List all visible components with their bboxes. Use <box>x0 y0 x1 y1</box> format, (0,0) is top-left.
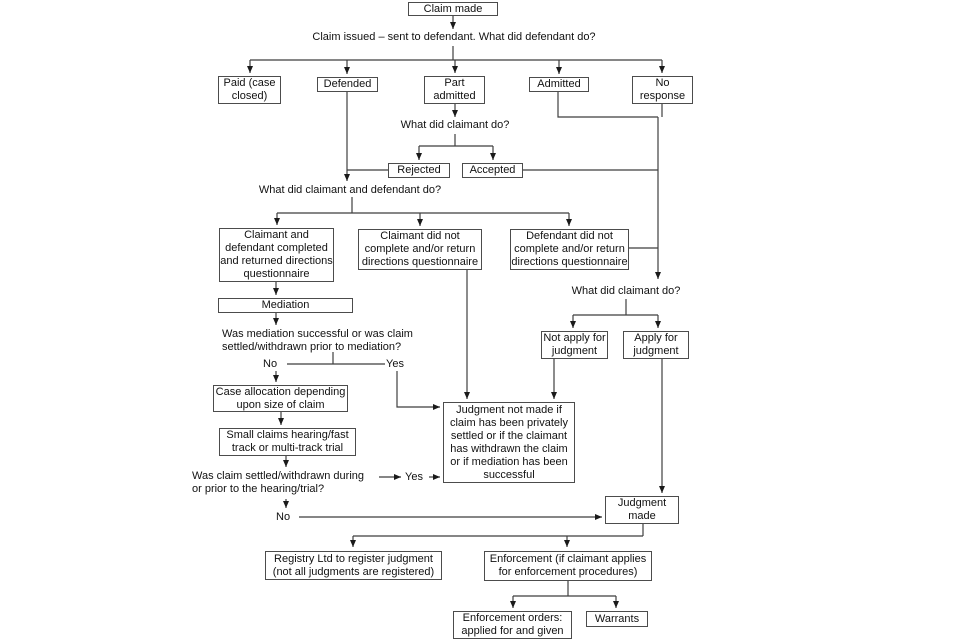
node-defended: Defended <box>317 77 378 92</box>
node-line: response <box>639 90 686 102</box>
label-line: Was mediation successful or was claim <box>222 328 413 340</box>
node-mediation: Mediation <box>218 298 353 313</box>
node-warrants: Warrants <box>586 611 648 627</box>
node-line: made <box>628 510 656 522</box>
node-line: Apply for <box>634 332 678 344</box>
node-line: Registry Ltd to register judgment <box>274 552 433 565</box>
node-paid-case-closed <box>218 76 281 104</box>
node-line: defendant completed <box>225 242 328 254</box>
node-part-admitted <box>424 76 485 104</box>
node-line: complete and/or return <box>364 243 476 255</box>
node-line: Enforcement orders: <box>462 612 563 624</box>
label-claim-issued: Claim issued – sent to defendant. What did defendant do? <box>312 31 596 43</box>
node-claim-made: Claim made <box>408 2 498 16</box>
label-yes-mediation: Yes <box>386 358 404 370</box>
node-line: Paid (case <box>223 77 276 89</box>
label-what-did-claimant-do-1: What did claimant do? <box>400 119 510 131</box>
node-line: claim has been privately <box>449 416 568 429</box>
node-line: Claimant and <box>244 229 309 241</box>
node-enforcement <box>484 551 652 581</box>
label-mediation-question <box>222 328 413 354</box>
node-judgment-made <box>605 496 679 524</box>
label-what-did-claimant-do-2: What did claimant do? <box>571 285 681 297</box>
node-line: Judgment not made if <box>456 403 562 416</box>
node-line: for enforcement procedures) <box>498 566 638 578</box>
node-line: Part <box>444 77 465 89</box>
node-line: directions questionnaire <box>511 256 628 268</box>
label-trial-question <box>192 470 364 496</box>
node-line: has withdrawn the claim <box>450 442 568 455</box>
node-line: applied for and given <box>461 625 564 637</box>
node-line: Defendant did not <box>526 230 613 242</box>
node-line: complete and/or return <box>514 243 625 255</box>
node-defendant-not-complete-questionnaire <box>510 229 629 270</box>
node-line: Claimant did not <box>380 230 460 242</box>
node-apply-judgment <box>623 331 689 359</box>
label-line: Was claim settled/withdrawn during <box>192 470 364 482</box>
node-enforcement-orders <box>453 611 572 639</box>
node-line: and returned directions <box>220 255 333 267</box>
node-rejected: Rejected <box>388 163 450 178</box>
node-registry <box>265 551 442 580</box>
node-line: (not all judgments are registered) <box>272 565 435 578</box>
node-case-allocation <box>213 385 348 412</box>
node-no-response <box>632 76 693 104</box>
node-line: questionnaire <box>243 268 310 280</box>
label-yes-trial: Yes <box>405 471 423 483</box>
node-line: Enforcement (if claimant applies <box>489 553 647 565</box>
node-line: No <box>655 77 670 89</box>
node-accepted: Accepted <box>462 163 523 178</box>
label-what-did-claimant-and-defendant-do: What did claimant and defendant do? <box>258 184 442 196</box>
node-not-apply-judgment <box>541 331 608 359</box>
node-line: judgment <box>633 345 679 357</box>
label-line: settled/withdrawn prior to mediation? <box>222 341 402 353</box>
node-judgment-not-made <box>443 402 575 483</box>
node-line: Judgment <box>617 497 667 509</box>
node-line: or if mediation has been <box>450 455 568 468</box>
node-line: closed) <box>231 90 268 102</box>
node-line: successful <box>483 468 535 481</box>
node-line: directions questionnaire <box>361 256 479 268</box>
node-line: Not apply for <box>543 332 606 344</box>
node-small-claims-hearing <box>219 428 356 456</box>
node-claimant-completed-questionnaire <box>219 228 334 282</box>
node-line: Case allocation depending <box>215 385 346 398</box>
node-line: settled or if the claimant <box>450 429 568 442</box>
node-line: Small claims hearing/fast <box>226 429 349 441</box>
node-line: upon size of claim <box>236 398 325 411</box>
node-line: admitted <box>433 90 476 102</box>
node-line: track or multi-track trial <box>231 442 344 454</box>
node-claimant-not-complete-questionnaire <box>358 229 482 270</box>
label-line: or prior to the hearing/trial? <box>192 483 325 495</box>
node-line: judgment <box>551 345 598 357</box>
label-no-mediation: No <box>263 358 278 370</box>
node-admitted: Admitted <box>529 77 589 92</box>
label-no-trial: No <box>276 511 291 523</box>
